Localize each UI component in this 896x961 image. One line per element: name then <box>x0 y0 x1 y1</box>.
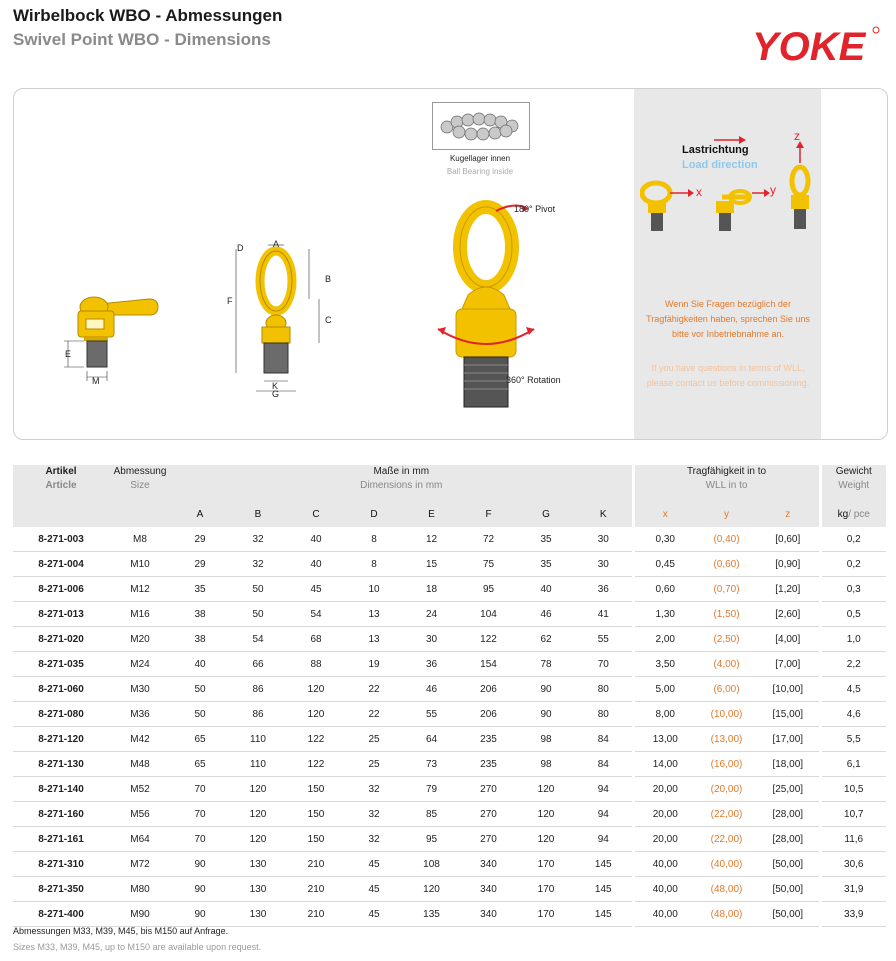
table-cell: [4,00] <box>757 627 820 652</box>
table-cell: (20,00) <box>696 777 757 802</box>
table-cell: [1,20] <box>757 577 820 602</box>
dim-label-k: K <box>272 381 279 391</box>
table-row <box>13 752 886 777</box>
table-cell: [0,90] <box>757 552 820 577</box>
table-cell: 62 <box>517 627 575 652</box>
table-cell: (2,50) <box>696 627 757 652</box>
table-cell: 130 <box>229 852 287 877</box>
table-cell: 22 <box>345 702 403 727</box>
table-cell: 45 <box>345 877 403 902</box>
table-cell: 22 <box>345 677 403 702</box>
svg-text:YOKE: YOKE <box>752 25 866 68</box>
table-cell: 80 <box>575 677 633 702</box>
table-cell: 145 <box>575 852 633 877</box>
table-cell: (1,50) <box>696 602 757 627</box>
table-cell: M42 <box>109 727 171 752</box>
table-cell: 4,5 <box>820 677 886 702</box>
dim-label-d: D <box>237 243 244 253</box>
col-z: z <box>757 501 820 527</box>
page-title: Wirbelbock WBO - Abmessungen <box>13 6 283 25</box>
table-cell: 98 <box>517 727 575 752</box>
header-dimensions: Maße in mm Dimensions in mm <box>171 465 633 501</box>
table-cell: (0,40) <box>696 527 757 552</box>
table-cell: [10,00] <box>757 677 820 702</box>
table-cell: M52 <box>109 777 171 802</box>
table-cell: 32 <box>229 527 287 552</box>
table-cell: 32 <box>345 777 403 802</box>
footnote-de: Abmessungen M33, M39, M45, bis M150 auf Anfrage. <box>13 926 229 936</box>
header-size: Abmessung Size <box>109 465 171 501</box>
table-cell: 50 <box>171 677 229 702</box>
table-cell: 40,00 <box>633 902 696 927</box>
table-row <box>13 677 886 702</box>
table-cell: 36 <box>403 652 460 677</box>
table-cell: 30 <box>575 552 633 577</box>
table-cell: 84 <box>575 752 633 777</box>
table-cell: 6,1 <box>820 752 886 777</box>
table-cell: 94 <box>575 777 633 802</box>
table-cell: 41 <box>575 602 633 627</box>
table-cell: 14,00 <box>633 752 696 777</box>
table-cell: 120 <box>229 802 287 827</box>
table-cell: 68 <box>287 627 345 652</box>
wll-note-de: Wenn Sie Fragen bezüglich der Tragfähigkeiten haben, sprechen Sie uns bitte vor Inbetriebnahme an. <box>646 299 810 339</box>
table-cell: 170 <box>517 877 575 902</box>
table-cell: 32 <box>229 552 287 577</box>
table-cell: 8-271-160 <box>13 802 109 827</box>
table-cell: 32 <box>345 802 403 827</box>
table-cell: 150 <box>287 802 345 827</box>
table-cell: 65 <box>171 727 229 752</box>
table-cell: (16,00) <box>696 752 757 777</box>
table-cell: 18 <box>403 577 460 602</box>
table-cell: 270 <box>460 777 517 802</box>
table-cell: 30,6 <box>820 852 886 877</box>
table-cell: 29 <box>171 527 229 552</box>
table-cell: 206 <box>460 702 517 727</box>
table-cell: 210 <box>287 877 345 902</box>
table-header-row-2 <box>13 501 886 527</box>
ball-bearing-image <box>432 102 530 150</box>
table-cell: 35 <box>517 527 575 552</box>
table-cell: 65 <box>171 752 229 777</box>
table-cell: 120 <box>517 777 575 802</box>
table-cell: 270 <box>460 827 517 852</box>
table-cell: 8-271-400 <box>13 902 109 927</box>
table-cell: 120 <box>517 827 575 852</box>
table-cell: 1,0 <box>820 627 886 652</box>
table-cell: 90 <box>171 902 229 927</box>
table-cell: 31,9 <box>820 877 886 902</box>
table-cell: 108 <box>403 852 460 877</box>
table-cell: 11,6 <box>820 827 886 852</box>
table-cell: M56 <box>109 802 171 827</box>
table-cell: 110 <box>229 752 287 777</box>
col-b: B <box>229 501 287 527</box>
table-cell: M30 <box>109 677 171 702</box>
dim-label-g: G <box>272 389 280 399</box>
table-cell: 78 <box>517 652 575 677</box>
load-direction-arrow-icon <box>714 135 746 145</box>
table-cell: [50,00] <box>757 852 820 877</box>
table-cell: 340 <box>460 852 517 877</box>
table-cell: 20,00 <box>633 777 696 802</box>
table-row <box>13 527 886 552</box>
table-cell: 20,00 <box>633 827 696 852</box>
pivot-label: 180° Pivot <box>514 204 556 214</box>
table-cell: 3,50 <box>633 652 696 677</box>
table-cell: 50 <box>229 602 287 627</box>
table-cell: 12 <box>403 527 460 552</box>
table-cell: 30 <box>575 527 633 552</box>
table-cell: 84 <box>575 727 633 752</box>
page-subtitle: Swivel Point WBO - Dimensions <box>13 30 271 49</box>
dim-label-b: B <box>325 274 332 284</box>
table-cell: 46 <box>403 677 460 702</box>
table-cell: 170 <box>517 902 575 927</box>
table-cell: 90 <box>171 852 229 877</box>
table-cell: 98 <box>517 752 575 777</box>
dim-label-f: F <box>227 296 233 306</box>
table-cell: 54 <box>229 627 287 652</box>
col-weight-unit: kg/ pce <box>820 501 886 527</box>
table-cell: 45 <box>345 852 403 877</box>
table-cell: 235 <box>460 727 517 752</box>
table-cell: 50 <box>229 577 287 602</box>
bearing-caption-de: Kugellager innen <box>449 154 511 163</box>
load-direction-de: Lastrichtung <box>682 144 749 156</box>
col-d: D <box>345 501 403 527</box>
table-cell: [25,00] <box>757 777 820 802</box>
table-cell: (4,00) <box>696 652 757 677</box>
table-cell: 8 <box>345 552 403 577</box>
col-x: x <box>633 501 696 527</box>
table-cell: [50,00] <box>757 902 820 927</box>
header-article: Artikel Article <box>13 465 109 501</box>
table-cell: 95 <box>403 827 460 852</box>
table-cell: (0,70) <box>696 577 757 602</box>
table-row <box>13 627 886 652</box>
table-cell: [7,00] <box>757 652 820 677</box>
table-cell: 38 <box>171 627 229 652</box>
table-cell: 66 <box>229 652 287 677</box>
product-illustration-panel <box>13 88 888 440</box>
table-row <box>13 552 886 577</box>
table-cell: 150 <box>287 777 345 802</box>
table-cell: 25 <box>345 752 403 777</box>
table-cell: 8-271-006 <box>13 577 109 602</box>
table-cell: 8-271-140 <box>13 777 109 802</box>
table-cell: 5,5 <box>820 727 886 752</box>
table-cell: 235 <box>460 752 517 777</box>
axis-x-label: x <box>696 185 702 199</box>
table-cell: 33,9 <box>820 902 886 927</box>
dim-label-a: A <box>273 239 280 249</box>
table-cell: 8,00 <box>633 702 696 727</box>
col-g: G <box>517 501 575 527</box>
side-view-drawing <box>54 285 174 395</box>
table-cell: 70 <box>171 802 229 827</box>
table-cell: 120 <box>517 802 575 827</box>
table-cell: 110 <box>229 727 287 752</box>
table-cell: 79 <box>403 777 460 802</box>
table-cell: 0,45 <box>633 552 696 577</box>
table-cell: 50 <box>171 702 229 727</box>
wll-note-en: If you have questions in terms of WLL, please contact us before commissioning. <box>646 363 810 388</box>
table-cell: 120 <box>287 702 345 727</box>
table-cell: 0,30 <box>633 527 696 552</box>
yoke-logo <box>752 22 882 68</box>
table-row <box>13 827 886 852</box>
rotation-label: 360° Rotation <box>506 375 561 385</box>
table-cell: 104 <box>460 602 517 627</box>
table-cell: 0,60 <box>633 577 696 602</box>
dim-label-e: E <box>65 349 72 359</box>
col-e: E <box>403 501 460 527</box>
table-cell: 130 <box>229 902 287 927</box>
table-cell: 15 <box>403 552 460 577</box>
table-cell: 206 <box>460 677 517 702</box>
table-cell: 40 <box>287 527 345 552</box>
table-cell: M12 <box>109 577 171 602</box>
table-cell: 86 <box>229 702 287 727</box>
table-cell: 20,00 <box>633 802 696 827</box>
table-cell: 120 <box>229 777 287 802</box>
table-cell: M48 <box>109 752 171 777</box>
table-cell: 122 <box>460 627 517 652</box>
table-cell: 1,30 <box>633 602 696 627</box>
table-cell: M10 <box>109 552 171 577</box>
load-z-diagram <box>786 139 826 239</box>
table-cell: M36 <box>109 702 171 727</box>
table-cell: 8 <box>345 527 403 552</box>
table-cell: 10 <box>345 577 403 602</box>
table-cell: 120 <box>403 877 460 902</box>
col-f: F <box>460 501 517 527</box>
header-weight: Gewicht Weight <box>820 465 886 501</box>
table-cell: 19 <box>345 652 403 677</box>
table-cell: 8-271-004 <box>13 552 109 577</box>
table-cell: 210 <box>287 852 345 877</box>
table-cell: 40,00 <box>633 877 696 902</box>
table-cell: 8-271-350 <box>13 877 109 902</box>
table-row <box>13 702 886 727</box>
table-cell: (22,00) <box>696 827 757 852</box>
table-cell: 210 <box>287 902 345 927</box>
table-cell: 72 <box>460 527 517 552</box>
table-cell: 340 <box>460 902 517 927</box>
table-cell: 30 <box>403 627 460 652</box>
table-cell: 270 <box>460 802 517 827</box>
table-header-row-1 <box>13 465 886 501</box>
table-row <box>13 577 886 602</box>
table-cell: 55 <box>575 627 633 652</box>
table-cell: 154 <box>460 652 517 677</box>
table-cell: 122 <box>287 727 345 752</box>
table-cell: 38 <box>171 602 229 627</box>
table-cell: 145 <box>575 877 633 902</box>
table-cell: 45 <box>287 577 345 602</box>
table-cell: 120 <box>229 827 287 852</box>
table-cell: [15,00] <box>757 702 820 727</box>
table-cell: 2,2 <box>820 652 886 677</box>
table-cell: M24 <box>109 652 171 677</box>
table-cell: M72 <box>109 852 171 877</box>
table-cell: 94 <box>575 802 633 827</box>
table-cell: 8-271-060 <box>13 677 109 702</box>
table-cell: 120 <box>287 677 345 702</box>
table-cell: 94 <box>575 827 633 852</box>
table-cell: 70 <box>171 827 229 852</box>
header-wll: Tragfähigkeit in to WLL in to <box>633 465 820 501</box>
table-row <box>13 877 886 902</box>
table-cell: 70 <box>575 652 633 677</box>
table-cell: (40,00) <box>696 852 757 877</box>
table-cell: 2,00 <box>633 627 696 652</box>
axis-y-label: y <box>770 183 776 197</box>
table-cell: 13,00 <box>633 727 696 752</box>
table-cell: 8-271-003 <box>13 527 109 552</box>
table-cell: [28,00] <box>757 802 820 827</box>
table-row <box>13 902 886 927</box>
table-cell: [18,00] <box>757 752 820 777</box>
table-cell: M8 <box>109 527 171 552</box>
table-cell: 35 <box>517 552 575 577</box>
table-cell: M80 <box>109 877 171 902</box>
table-cell: 8-271-013 <box>13 602 109 627</box>
table-cell: 75 <box>460 552 517 577</box>
table-row <box>13 602 886 627</box>
table-cell: 13 <box>345 627 403 652</box>
table-cell: M90 <box>109 902 171 927</box>
table-cell: 32 <box>345 827 403 852</box>
table-body <box>13 527 886 927</box>
table-cell: 130 <box>229 877 287 902</box>
table-cell: 4,6 <box>820 702 886 727</box>
table-cell: 90 <box>517 677 575 702</box>
dimensions-table <box>13 465 886 927</box>
table-cell: 0,2 <box>820 552 886 577</box>
table-cell: 0,3 <box>820 577 886 602</box>
table-cell: 29 <box>171 552 229 577</box>
table-cell: 5,00 <box>633 677 696 702</box>
table-cell: 340 <box>460 877 517 902</box>
table-cell: (48,00) <box>696 877 757 902</box>
table-cell: [0,60] <box>757 527 820 552</box>
table-row <box>13 852 886 877</box>
table-cell: 8-271-310 <box>13 852 109 877</box>
table-cell: (22,00) <box>696 802 757 827</box>
table-cell: M16 <box>109 602 171 627</box>
table-cell: 10,5 <box>820 777 886 802</box>
table-cell: 70 <box>171 777 229 802</box>
table-row <box>13 652 886 677</box>
table-cell: 13 <box>345 602 403 627</box>
table-cell: 8-271-120 <box>13 727 109 752</box>
table-cell: (48,00) <box>696 902 757 927</box>
table-cell: M64 <box>109 827 171 852</box>
table-cell: 85 <box>403 802 460 827</box>
table-cell: 8-271-130 <box>13 752 109 777</box>
table-cell: 8-271-020 <box>13 627 109 652</box>
table-cell: 8-271-161 <box>13 827 109 852</box>
table-cell: 8-271-080 <box>13 702 109 727</box>
footnote-en: Sizes M33, M39, M45, up to M150 are available upon request. <box>13 942 262 952</box>
bearing-caption-en: Ball Bearing inside <box>446 167 514 176</box>
table-cell: (10,00) <box>696 702 757 727</box>
table-cell: 46 <box>517 602 575 627</box>
table-cell: 64 <box>403 727 460 752</box>
table-cell: 25 <box>345 727 403 752</box>
table-cell: 170 <box>517 852 575 877</box>
table-cell: [50,00] <box>757 877 820 902</box>
table-cell: 8-271-035 <box>13 652 109 677</box>
table-cell: 145 <box>575 902 633 927</box>
table-cell: 10,7 <box>820 802 886 827</box>
table-cell: 45 <box>345 902 403 927</box>
load-direction-en: Load direction <box>682 159 758 171</box>
col-k: K <box>575 501 633 527</box>
table-row <box>13 727 886 752</box>
table-cell: (6,00) <box>696 677 757 702</box>
table-cell: 0,2 <box>820 527 886 552</box>
table-cell: [28,00] <box>757 827 820 852</box>
col-a: A <box>171 501 229 527</box>
table-cell: [2,60] <box>757 602 820 627</box>
table-cell: 40 <box>287 552 345 577</box>
table-cell: 95 <box>460 577 517 602</box>
table-row <box>13 802 886 827</box>
dim-label-c: C <box>325 315 332 325</box>
table-cell: (13,00) <box>696 727 757 752</box>
table-cell: 0,5 <box>820 602 886 627</box>
dim-label-m: M <box>92 376 100 386</box>
axis-z-label: z <box>794 129 800 143</box>
table-cell: 88 <box>287 652 345 677</box>
table-cell: 40 <box>171 652 229 677</box>
table-cell: 36 <box>575 577 633 602</box>
table-cell: 122 <box>287 752 345 777</box>
table-cell: 90 <box>171 877 229 902</box>
table-cell: 90 <box>517 702 575 727</box>
table-cell: 73 <box>403 752 460 777</box>
table-cell: M20 <box>109 627 171 652</box>
table-row <box>13 777 886 802</box>
col-y: y <box>696 501 757 527</box>
table-cell: 40,00 <box>633 852 696 877</box>
table-cell: 55 <box>403 702 460 727</box>
col-c: C <box>287 501 345 527</box>
table-cell: 54 <box>287 602 345 627</box>
table-cell: 135 <box>403 902 460 927</box>
table-cell: 24 <box>403 602 460 627</box>
table-cell: 35 <box>171 577 229 602</box>
table-cell: 40 <box>517 577 575 602</box>
table-cell: 80 <box>575 702 633 727</box>
table-cell: [17,00] <box>757 727 820 752</box>
table-cell: 86 <box>229 677 287 702</box>
table-cell: (0,60) <box>696 552 757 577</box>
table-cell: 150 <box>287 827 345 852</box>
